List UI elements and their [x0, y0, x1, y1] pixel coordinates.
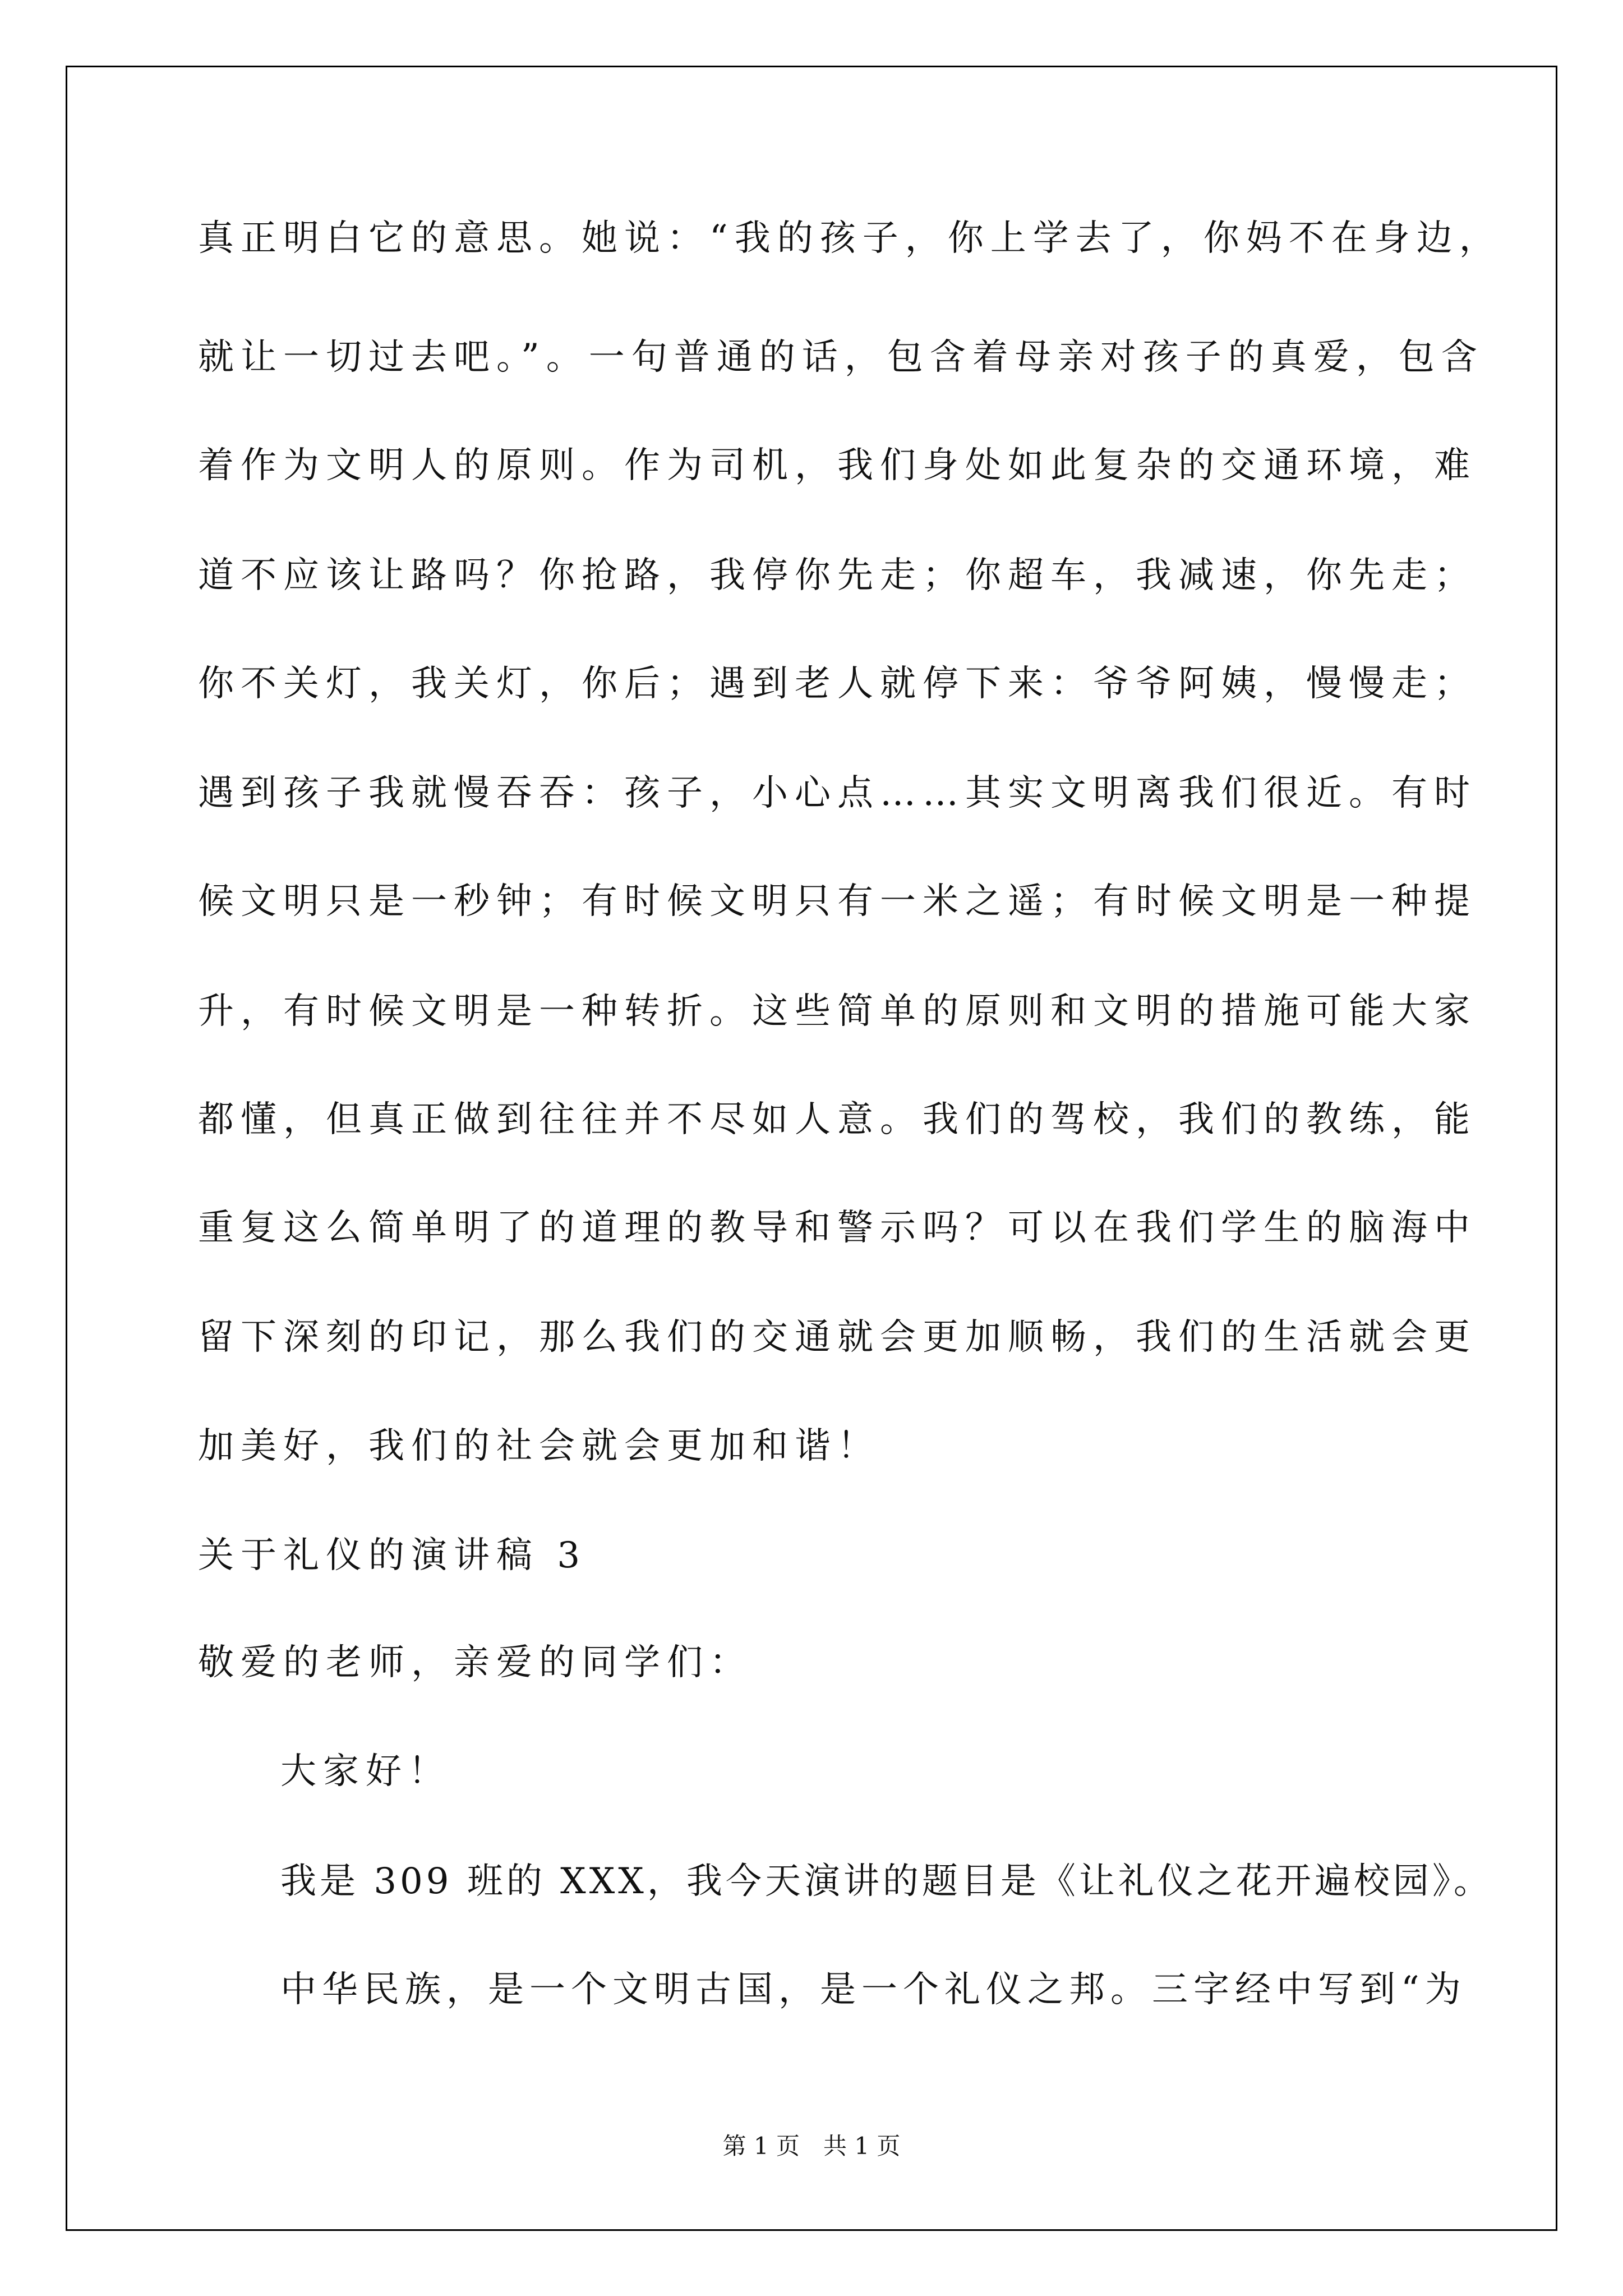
paragraph-line-11: 留下深刻的印记，那么我们的交通就会更加顺畅，我们的生活就会更 — [198, 1317, 1477, 1358]
greeting: 大家好！ — [280, 1751, 451, 1792]
paragraph-line-12: 加美好，我们的社会就会更加和谐！ — [198, 1425, 880, 1467]
page-border — [66, 66, 1557, 2231]
body-start-line: 中华民族，是一个文明古国，是一个礼仪之邦。三字经中写到“为 — [280, 1969, 1467, 2010]
intro-line: 我是 309 班的 XXX，我今天演讲的题目是《让礼仪之花开遍校园》。 — [280, 1861, 1493, 1902]
paragraph-line-6: 遇到孩子我就慢吞吞：孩子，小心点……其实文明离我们很近。有时 — [198, 772, 1477, 814]
paragraph-line-1: 真正明白它的意思。她说：“我的孩子，你上学去了，你妈不在身边， — [198, 218, 1502, 259]
paragraph-line-2: 就让一切过去吧。”。一句普通的话，包含着母亲对孩子的真爱，包含 — [198, 337, 1484, 378]
paragraph-line-8: 升，有时候文明是一种转折。这些简单的原则和文明的措施可能大家 — [198, 991, 1477, 1032]
paragraph-line-7: 候文明只是一秒钟；有时候文明只有一米之遥；有时候文明是一种提 — [198, 881, 1477, 922]
paragraph-line-4: 道不应该让路吗？你抢路，我停你先走；你超车，我减速，你先走； — [198, 555, 1477, 596]
paragraph-line-5: 你不关灯，我关灯，你后；遇到老人就停下来：爷爷阿姨，慢慢走； — [198, 663, 1477, 705]
salutation: 敬爱的老师，亲爱的同学们： — [198, 1642, 752, 1683]
paragraph-line-9: 都懂，但真正做到往往并不尽如人意。我们的驾校，我们的教练，能 — [198, 1099, 1477, 1140]
paragraph-line-3: 着作为文明人的原则。作为司机，我们身处如此复杂的交通环境，难 — [198, 445, 1477, 486]
paragraph-line-10: 重复这么简单明了的道理的教导和警示吗？可以在我们学生的脑海中 — [198, 1207, 1477, 1249]
page-footer: 第 1 页 共 1 页 — [722, 2132, 901, 2160]
section-title: 关于礼仪的演讲稿 3 — [198, 1535, 587, 1576]
